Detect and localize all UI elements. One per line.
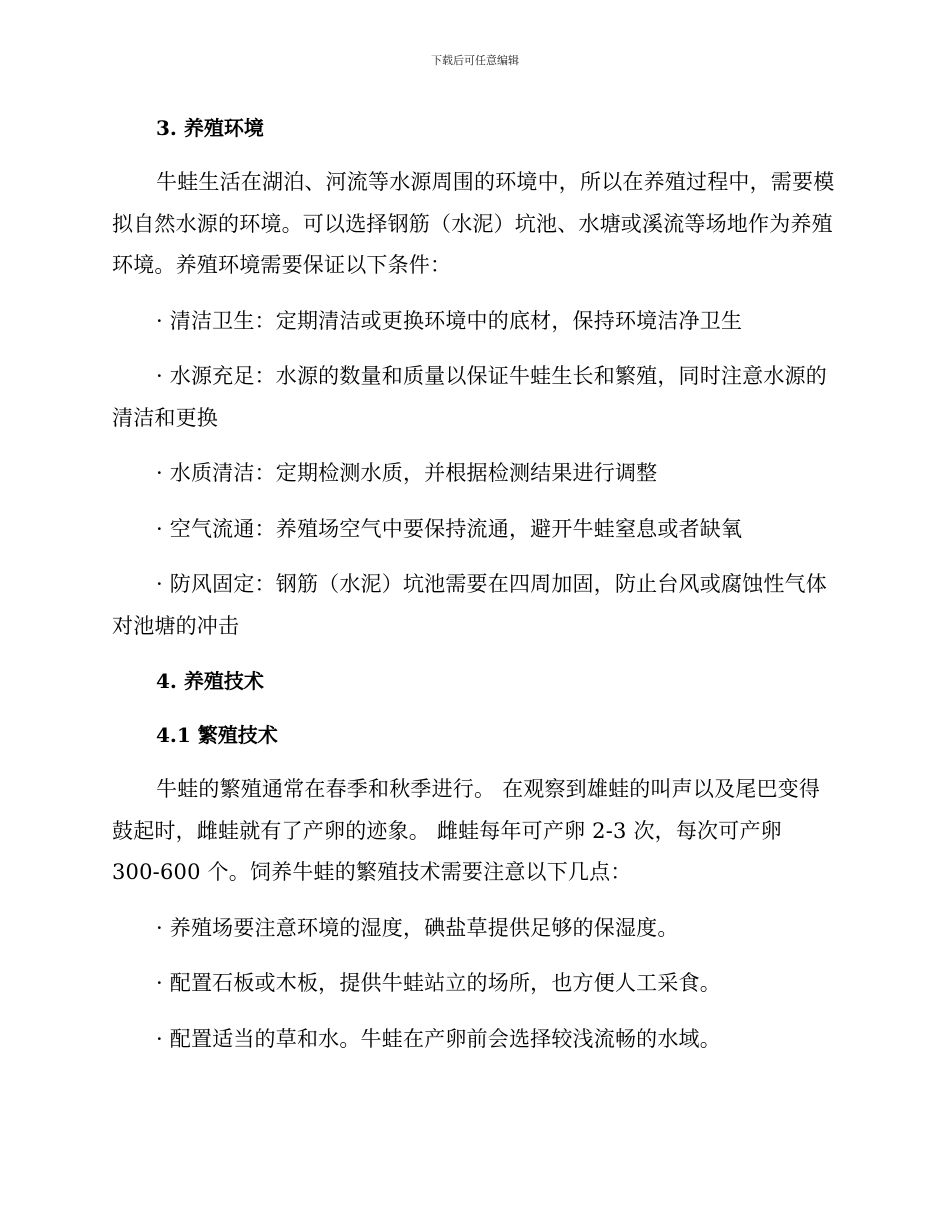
- page-header-note: 下载后可任意编辑: [431, 54, 519, 67]
- section-3-bullet-water-supply: · 水源充足：水源的数量和质量以保证牛蛙生长和繁殖，同时注意水源的清洁和更换: [112, 364, 827, 430]
- section-3-bullet-water-quality: · 水质清洁：定期检测水质，并根据检测结果进行调整: [156, 461, 658, 485]
- section-4-1-bullet-grass-water: · 配置适当的草和水。牛蛙在产卵前会选择较浅流畅的水域。: [156, 1026, 721, 1051]
- section-4-1-bullet-platforms: · 配置石板或木板，提供牛蛙站立的场所，也方便人工采食。: [156, 971, 721, 995]
- section-4-heading: 4. 养殖技术: [156, 669, 264, 693]
- section-3-bullet-wind-protection: · 防风固定：钢筋（水泥）坑池需要在四周加固，防止台风或腐蚀性气体对池塘的冲击: [112, 572, 827, 638]
- section-4-1-heading: 4.1 繁殖技术: [156, 723, 278, 747]
- section-3-intro: 牛蛙生活在湖泊、河流等水源周围的环境中，所以在养殖过程中，需要模拟自然水源的环境。可以选择钢筋（水泥）坑池、水塘或溪流等场地作为养殖环境。养殖环境需要保证以下条件：: [112, 170, 835, 277]
- section-3-bullet-ventilation: · 空气流通：养殖场空气中要保持流通，避开牛蛙窒息或者缺氧: [156, 516, 743, 541]
- section-4-1-bullet-humidity: · 养殖场要注意环境的湿度，碘盐草提供足够的保湿度。: [156, 915, 679, 940]
- section-4-1-intro: 牛蛙的繁殖通常在春季和秋季进行。 在观察到雄蛙的叫声以及尾巴变得鼓起时，雌蛙就有了产卵的迹象。 雌蛙每年可产卵 2-3 次，每次可产卵 300-600 个。饲养牛蛙的繁殖技术需要注意以下几点：: [112, 777, 821, 884]
- section-3-heading: 3. 养殖环境: [156, 116, 264, 140]
- document-body: [112, 108, 836, 1060]
- section-3-bullet-hygiene: · 清洁卫生：定期清洁或更换环境中的底材，保持环境洁净卫生: [156, 308, 743, 333]
